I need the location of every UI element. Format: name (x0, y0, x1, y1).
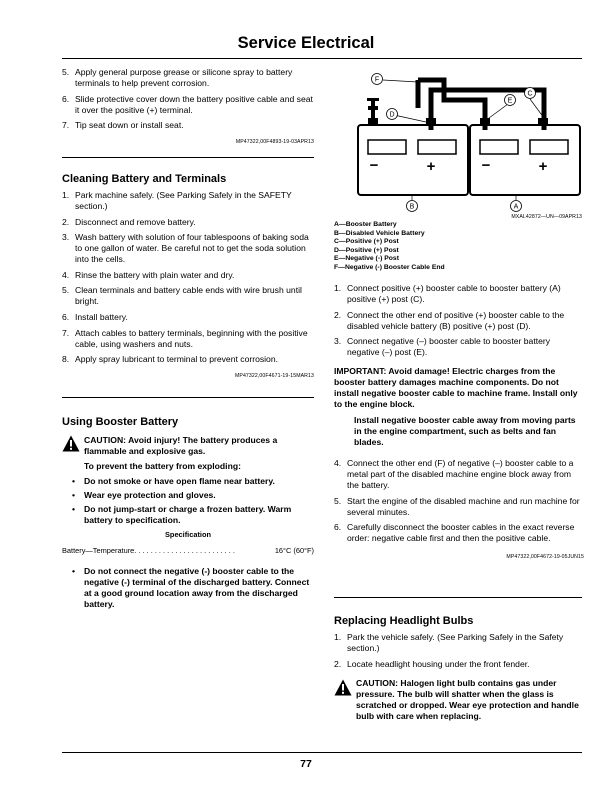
figure-reference: MXAL42872—UN—09APR13 (511, 214, 582, 220)
plus-symbol: + (538, 158, 548, 175)
legend-item: F—Negative (-) Booster Cable End (334, 263, 445, 271)
list-item: • Do not connect the negative (-) booster cable to the negative (-) terminal of the discharged battery. Connect at a good ground location away from the discharged battery. (72, 566, 310, 609)
section-heading-cleaning: Cleaning Battery and Terminals (62, 173, 227, 185)
caution-block (62, 435, 314, 457)
spec-label: Battery—Temperature. . . . . . . . . . . . . . . . . . . . . . . . . (62, 546, 235, 555)
callout-c: C (527, 90, 533, 98)
list-item: 3. Connect negative (–) booster cable to booster battery negative (–) post (E). (334, 336, 551, 358)
section-rule (62, 157, 314, 158)
caution-text: CAUTION: Avoid injury! The battery produces a flammable and explosive gas. (84, 435, 278, 456)
list-item: 5. Clean terminals and battery cable ends with wire brush until bright. (62, 285, 302, 307)
reference-code: MP47322,00F4672-19-05JUN15 (506, 554, 584, 561)
plus-symbol: + (426, 158, 436, 175)
install-steps-list (62, 67, 314, 131)
ground-bullet (62, 566, 314, 610)
header-rule (62, 58, 582, 59)
list-item: 5. Start the engine of the disabled machine and run machine for several minutes. (334, 495, 580, 517)
footer-rule (62, 752, 582, 753)
list-item: 6. Carefully disconnect the booster cables in the exact reverse order: negative cable first and then the positive cable. (334, 522, 575, 544)
list-item: 1. Park the vehicle safely. (See Parking Safely in the Safety section.) (334, 632, 564, 653)
booster-steps-list (334, 283, 584, 358)
booster-battery-diagram (334, 70, 582, 218)
reference-code: MP47322,00F4893-19-03APR13 (235, 139, 314, 146)
list-item: 2. Connect the other end of positive (+) booster cable to the disabled vehicle battery (B) positive (+) post (D). (334, 309, 565, 331)
section-rule (334, 597, 582, 598)
legend-item: E—Negative (-) Post (334, 255, 399, 263)
page-number: 77 (300, 758, 312, 770)
diagram-legend (334, 221, 582, 273)
list-item: 4. Rinse the battery with plain water and dry. (62, 269, 235, 280)
list-item: 3. Wash battery with solution of four tablespoons of baking soda to one gallon of water. Be careful not to get the soda solution into the cells. (62, 232, 309, 265)
list-item: • Do not jump-start or charge a frozen battery. Warm battery to specification. (72, 504, 292, 525)
important-notice: IMPORTANT: Avoid damage! Electric charges from the booster battery damages machine components. Do not install negative booster cable to machine frame. Install only to the engine block. (334, 366, 578, 410)
list-item: 7. Tip seat down or install seat. (62, 120, 184, 131)
list-item: 2. Locate headlight housing under the front fender. (334, 658, 530, 669)
callout-d: D (389, 111, 395, 119)
list-item: 6. Slide protective cover down the battery positive cable and seat it over the positive (+) terminal. (62, 93, 313, 115)
prevent-text: To prevent the battery from exploding: (84, 461, 241, 471)
spec-value: 16°C (60°F) (274, 546, 314, 555)
warning-icon (62, 435, 80, 452)
list-item: 6. Install battery. (62, 311, 128, 322)
callout-a: A (513, 203, 519, 211)
list-item: 1. Park machine safely. (See Parking Safely in the SAFETY section.) (62, 190, 292, 211)
spec-row (62, 545, 314, 556)
right-column (334, 283, 584, 563)
list-item: 2. Disconnect and remove battery. (62, 216, 196, 227)
list-item: 7. Attach cables to battery terminals, beginning with the positive cable, using washers and nuts. (62, 327, 308, 349)
callout-b: B (409, 203, 415, 211)
cleaning-section (62, 174, 314, 382)
spec-heading: Specification (165, 530, 211, 539)
list-item: 8. Apply spray lubricant to terminal to prevent corrosion. (62, 354, 279, 365)
booster-section (62, 417, 314, 613)
legend-item: A—Booster Battery (334, 221, 397, 228)
list-item: 1. Connect positive (+) booster cable to booster battery (A) positive (+) post (C). (334, 283, 561, 304)
headlight-section (334, 616, 584, 722)
safety-bullets (62, 476, 314, 526)
booster-steps-list-continued (334, 458, 584, 544)
important-note-2: Install negative booster cable away from moving parts in the engine compartment, such as belts and fan blades. (354, 415, 576, 448)
list-item: • Do not smoke or have open flame near battery. (72, 476, 275, 486)
list-item: 5. Apply general purpose grease or silicone spray to battery terminals to help prevent corrosion. (62, 67, 293, 88)
caution-text: CAUTION: Halogen light bulb contains gas under pressure. The bulb will shatter when the glass is scratched or dropped. Wear eye protection and handle bulb with care when replacing. (356, 677, 579, 721)
warning-icon (334, 679, 352, 696)
caution-block (334, 678, 584, 722)
headlight-steps-list (334, 632, 584, 670)
section-heading-headlight: Replacing Headlight Bulbs (334, 615, 474, 627)
callout-e: E (507, 97, 513, 105)
list-item: • Wear eye protection and gloves. (72, 490, 216, 500)
list-item: 4. Connect the other end (F) of negative (–) booster cable to a metal part of the disabled machine engine block away from the battery. (334, 458, 574, 491)
legend-item: C—Positive (+) Post (334, 238, 399, 246)
page-title: Service Electrical (237, 34, 375, 52)
minus-symbol: − (481, 157, 491, 174)
minus-symbol: − (369, 157, 379, 174)
legend-item: D—Positive (+) Post (334, 246, 399, 254)
cleaning-steps-list (62, 190, 314, 365)
section-rule (62, 397, 314, 398)
reference-code: MP47322,00F4671-19-15MAR13 (234, 373, 314, 380)
left-column (62, 67, 314, 148)
section-heading-booster: Using Booster Battery (62, 416, 179, 428)
legend-item: B—Disabled Vehicle Battery (334, 229, 425, 237)
callout-f: F (374, 76, 380, 84)
